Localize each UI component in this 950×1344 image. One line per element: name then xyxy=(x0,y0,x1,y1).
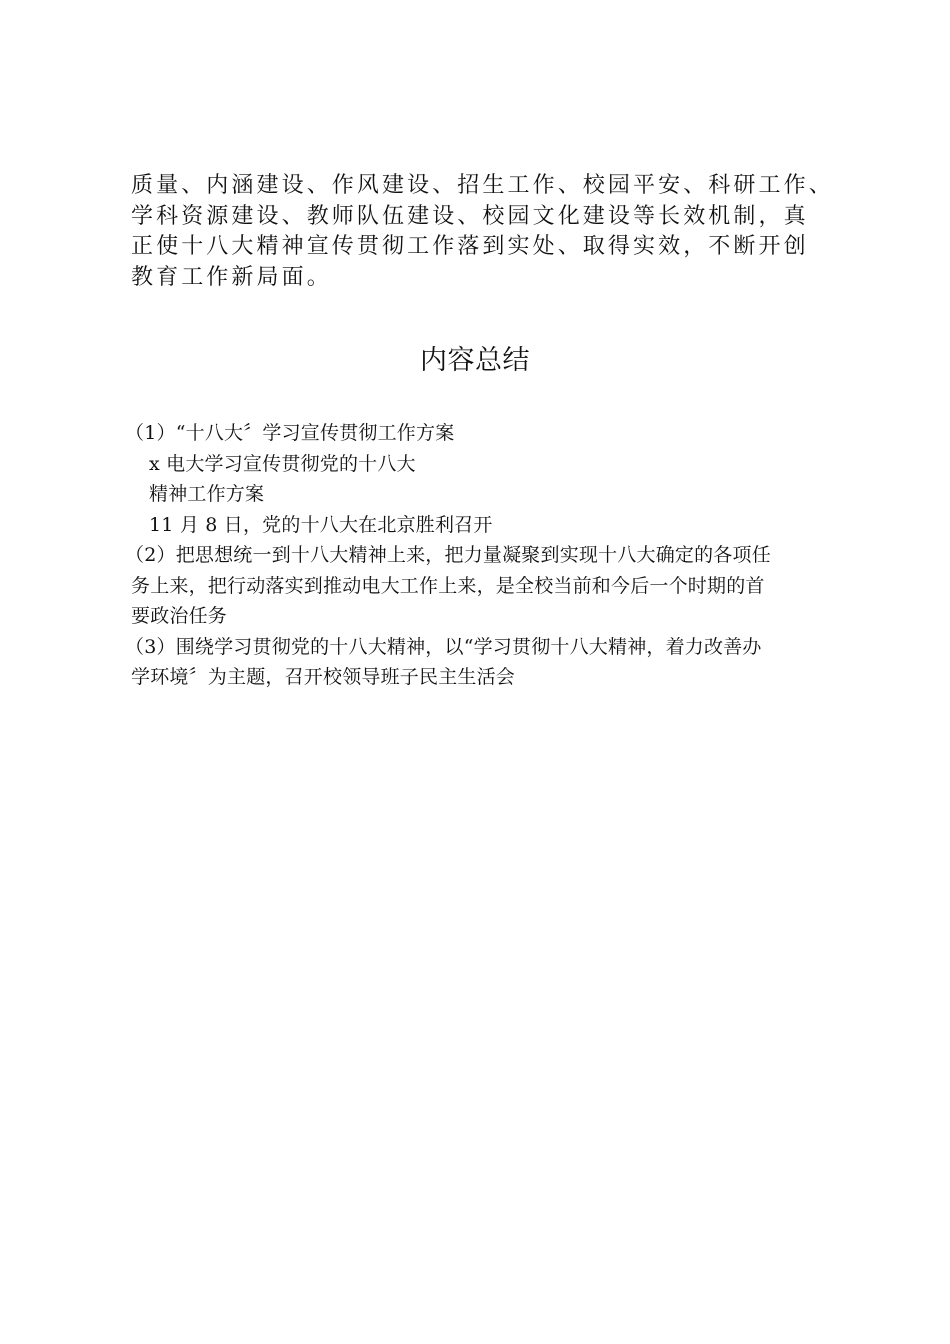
summary-item-3-line: （3）围绕学习贯彻党的十八大精神，以“学习贯彻十八大精神，着力改善办 xyxy=(125,635,762,658)
body-paragraph xyxy=(131,171,836,293)
summary-item-1-heading: （1）“十八大〞学习宣传贯彻工作方案 xyxy=(125,422,455,444)
summary-title: 内容总结 xyxy=(420,345,530,376)
summary-item-2-line: 务上来，把行动落实到推动电大工作上来，是全校当前和今后一个时期的首 xyxy=(131,574,765,597)
summary-section xyxy=(125,418,836,693)
summary-item-3-line: 学环境〞为主题，召开校领导班子民主生活会 xyxy=(131,666,516,688)
summary-item-1-subline: x 电大学习宣传贯彻党的十八大 xyxy=(149,452,416,475)
body-line: 教育工作新局面。 xyxy=(131,264,332,290)
body-line: 学科资源建设、教师队伍建设、校园文化建设等长效机制，真 xyxy=(131,203,809,229)
summary-item-2-line: 要政治任务 xyxy=(131,605,228,627)
body-line: 质量、内涵建设、作风建设、招生工作、校园平安、科研工作、 xyxy=(131,173,834,198)
summary-item-2-line: （2）把思想统一到十八大精神上来，把力量凝聚到实现十八大确定的各项任 xyxy=(125,544,771,566)
summary-item-1 xyxy=(125,418,836,540)
summary-item-3 xyxy=(125,632,836,693)
summary-item-1-subline: 精神工作方案 xyxy=(149,483,265,505)
summary-item-1-subline: 11 月 8 日，党的十八大在北京胜利召开 xyxy=(149,513,493,536)
summary-item-2 xyxy=(125,540,836,632)
body-line: 正使十八大精神宣传贯彻工作落到实处、取得实效，不断开创 xyxy=(131,234,809,259)
